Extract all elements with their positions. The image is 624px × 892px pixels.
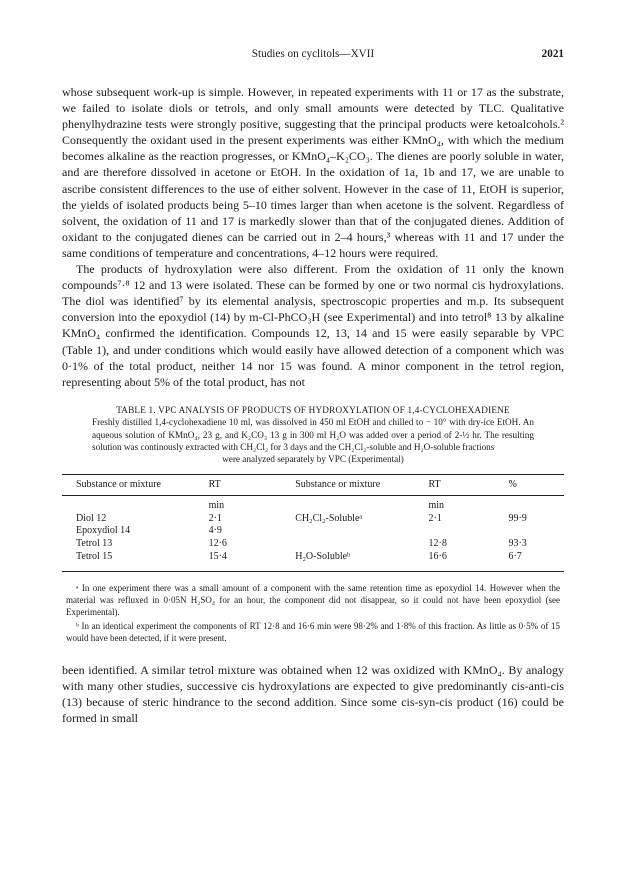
table-cell: 12·6 bbox=[208, 538, 227, 549]
table-header-row bbox=[62, 474, 564, 495]
table-cell bbox=[62, 496, 209, 513]
table-cell bbox=[295, 496, 428, 513]
table-row bbox=[62, 551, 564, 564]
footnote-b: ᵇ In an identical experiment the components of RT 12·8 and 16·6 min were 98·2% and 1·8% of this fraction. As little as 0·5% of 15 would have been detected, if it were present. bbox=[66, 621, 560, 644]
page-number: 2021 bbox=[541, 48, 564, 60]
table-footnotes bbox=[62, 582, 564, 644]
table-caption bbox=[62, 404, 564, 466]
column-header: % bbox=[508, 474, 564, 495]
table-cell: min bbox=[428, 500, 445, 512]
table-cell: H₂O-Solubleᵇ bbox=[295, 550, 351, 562]
table-cell: 4·9 bbox=[208, 525, 222, 537]
table-cell: min bbox=[208, 500, 225, 512]
table-cell: Tetrol 15 bbox=[76, 550, 113, 562]
table-1 bbox=[62, 404, 564, 644]
table-cell: 2·1 bbox=[208, 512, 222, 524]
running-title: Studies on cyclitols—XVII bbox=[251, 48, 375, 60]
paragraph-1: whose subsequent work-up is simple. However, in repeated experiments with 11 or 17 as the substrate, we failed to isolate diols or tetrols, and only small amounts were detected by TLC. Qualitative phenylhydrazine tests were strongly positive, suggesting that the principal products were ketoalcohols.² Consequently the oxidant used in the present experiments was either KMnO₄, with which the medium becomes alkaline as the reaction progresses, or KMnO₄–K₂CO₃. The dienes are poorly soluble in water, and are therefore dissolved in acetone or EtOH. In the oxidation of 1a, 1b and 17, we are unable to ascribe consistent differences to the use of either solvent. However in the case of 11, EtOH is superior, the yields of isolated products being 5–10 times larger than when acetone is the solvent. Regardless of solvent, the oxidation of 11 and 17 is markedly slower than that of the conjugated dienes. Addition of oxidant to the conjugated dienes can be carried out in 2–4 hours,³ whereas with 11 and 17 under the same conditions of temperature and concentrations, 4–12 hours were required. bbox=[62, 85, 564, 260]
table-cell: 93·3 bbox=[508, 538, 527, 549]
table-cell: Tetrol 13 bbox=[76, 538, 113, 549]
table-row bbox=[62, 513, 564, 526]
table-bottom-rule bbox=[62, 563, 564, 572]
journal-page bbox=[62, 48, 564, 727]
body-text-top bbox=[62, 84, 564, 390]
table-row bbox=[62, 525, 564, 538]
table-cell bbox=[428, 525, 508, 538]
column-header: RT bbox=[428, 474, 508, 495]
table-title: TABLE 1. VPC ANALYSIS OF PRODUCTS OF HYDROXYLATION OF 1,4-CYCLOHEXADIENE bbox=[116, 404, 510, 415]
table-description-last-line: were analyzed separately by VPC (Experimental) bbox=[222, 454, 404, 465]
table-cell: CH₂Cl₂-Solubleᵃ bbox=[295, 512, 363, 524]
table-description: Freshly distilled 1,4-cyclohexadiene 10 ml, was dissolved in 450 ml EtOH and chilled to − 10° with dry-ice EtOH. An aqueous solution of KMnO₄, 23 g, and K₂CO₃ 13 g in 300 ml H₂O was added over a period of 2-½ hr. The resulting solution was continously extracted with CH₂Cl₂ for 3 days and the CH₂Cl₂-soluble and H₂O-soluble fractions bbox=[92, 417, 534, 452]
table-units-row bbox=[62, 496, 564, 513]
table-cell: 2·1 bbox=[428, 512, 442, 524]
table-cell: 12·8 bbox=[428, 538, 447, 549]
table-cell bbox=[295, 538, 428, 551]
page-header bbox=[62, 48, 564, 66]
table-cell: 99·9 bbox=[508, 512, 527, 524]
table-row bbox=[62, 538, 564, 551]
column-header: Substance or mixture bbox=[62, 474, 209, 495]
table-cell: Diol 12 bbox=[76, 512, 107, 524]
table-cell: Epoxydiol 14 bbox=[76, 525, 131, 537]
table-cell: 6·7 bbox=[508, 550, 522, 562]
paragraph-2: The products of hydroxylation were also different. From the oxidation of 11 only the known compounds⁷·⁸ 12 and 13 were isolated. These can be formed by one or two normal cis hydroxylations. The diol was identified⁷ by its elemental analysis, spectroscopic properties and m.p. Its subsequent conversion into the epoxydiol (14) by m-Cl-PhCO₃H (see Experimental) and into tetrol⁸ 13 by alkaline KMnO₄ confirmed the identification. Compounds 12, 13, 14 and 15 were easily separable by VPC (Table 1), and under conditions which would easily have allowed detection of a component which was 0·1% of the total product, neither 14 nor 15 was found. A minor component in the tetrol region, representing about 5% of the total product, has not bbox=[62, 262, 564, 389]
table-cell: 16·6 bbox=[428, 550, 447, 562]
table-cell bbox=[295, 525, 428, 538]
body-text-bottom bbox=[62, 662, 564, 726]
table-cell bbox=[508, 496, 564, 513]
table-cell bbox=[508, 525, 564, 538]
table-cell: 15·4 bbox=[208, 550, 227, 562]
footnote-a: ᵃ In one experiment there was a small amount of a component with the same retention time as epoxydiol 14. However when the material was refluxed in 0·05N H₂SO₄ for an hour, the component did not disappear, so it could not have been epoxydiol (see Experimental). bbox=[66, 583, 560, 618]
column-header: RT bbox=[209, 474, 296, 495]
vpc-table bbox=[62, 474, 564, 563]
paragraph-3: been identified. A similar tetrol mixture was obtained when 12 was oxidized with KMnO₄. By analogy with many other studies, successive cis hydroxylations are expected to give predominantly cis-anti-cis (13) because of steric hindrance to the second addition. Since some cis-syn-cis product (16) could be formed in small bbox=[62, 663, 564, 726]
column-header: Substance or mixture bbox=[295, 474, 428, 495]
